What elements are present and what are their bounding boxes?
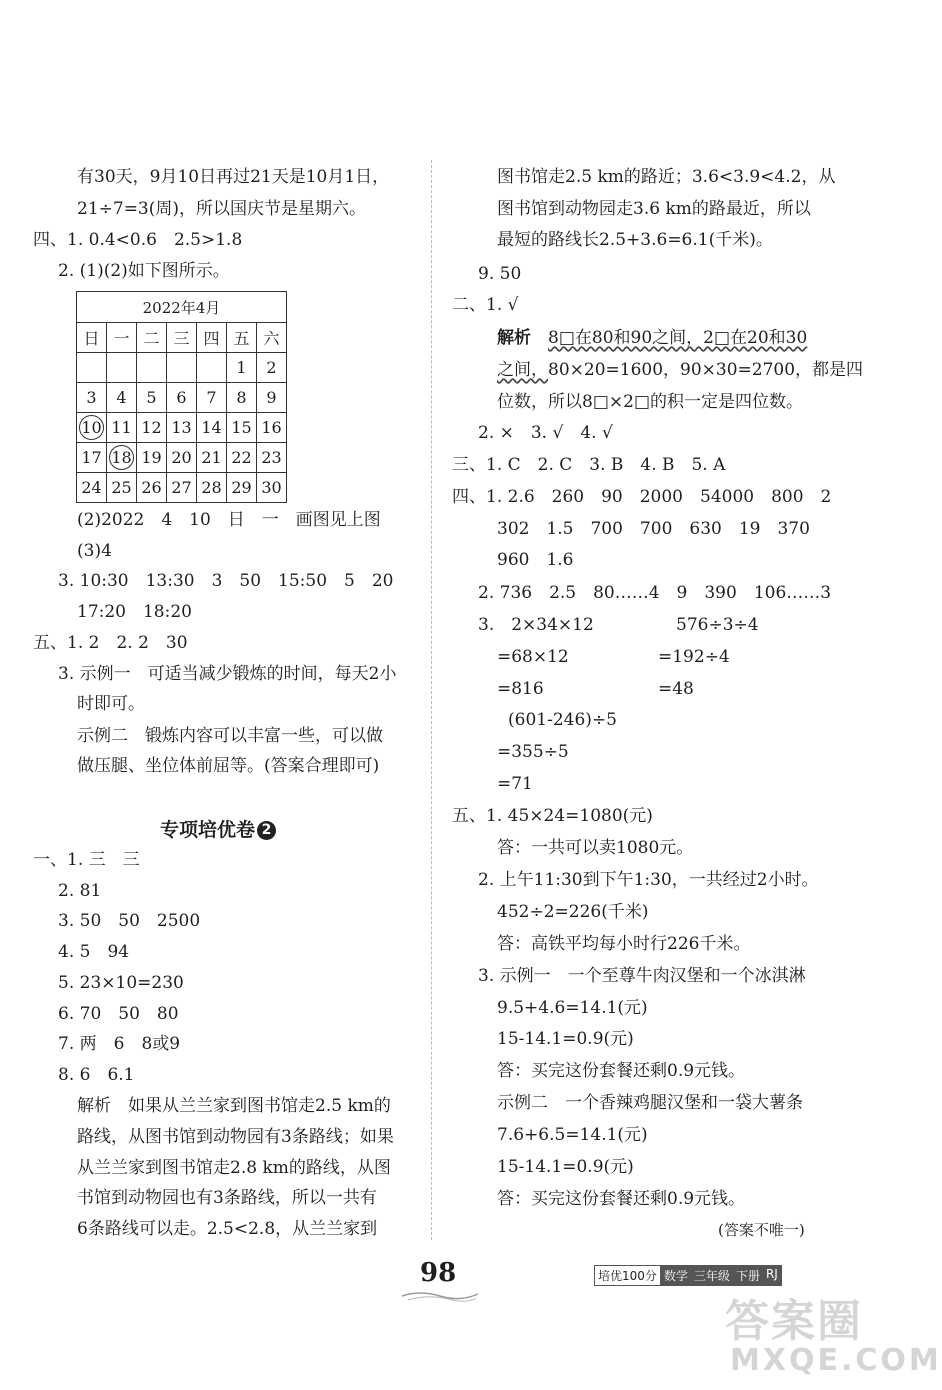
day-cell: 22 <box>227 443 257 473</box>
watermark-logo-text: 答案圈 <box>725 1296 863 1347</box>
day-cell: 8 <box>227 383 257 413</box>
weekday-cell: 二 <box>137 323 167 353</box>
day-cell: 6 <box>167 383 197 413</box>
weekday-cell: 四 <box>197 323 227 353</box>
text-line: 五、1. 45×24=1080(元) <box>452 806 653 826</box>
day-cell: 15 <box>227 413 257 443</box>
text-line: =816 <box>497 679 544 699</box>
text-line: 答：一共可以卖1080元。 <box>497 838 694 858</box>
weekday-cell: 一 <box>107 323 137 353</box>
book-edition: RJ <box>763 1266 781 1285</box>
section-number-badge: 2 <box>257 821 276 840</box>
text-line: 答：买完这份套餐还剩0.9元钱。 <box>497 1061 746 1081</box>
weekday-cell: 三 <box>167 323 197 353</box>
day-cell: 17 <box>77 443 107 473</box>
book-term: 下册 <box>733 1266 763 1285</box>
calendar-row <box>77 353 287 383</box>
day-cell: 27 <box>167 473 197 503</box>
text-line: 示例二 一个香辣鸡腿汉堡和一袋大薯条 <box>497 1093 803 1113</box>
text-line: 答：高铁平均每小时行226千米。 <box>497 934 751 954</box>
text-line: =192÷4 <box>658 647 730 667</box>
text-line: 3. 2×34×12 <box>478 615 594 635</box>
text-line: 答：买完这份套餐还剩0.9元钱。 <box>497 1189 746 1209</box>
text-line: 2. 736 2.5 80……4 9 390 106……3 <box>478 583 832 603</box>
watermark <box>720 1285 942 1385</box>
text-line: 2. 81 <box>58 881 102 901</box>
book-subject: 数学 <box>661 1266 691 1285</box>
day-cell <box>77 353 107 383</box>
text-line: 位数，所以8□×2□的积一定是四位数。 <box>497 392 803 412</box>
text-line: 576÷3÷4 <box>676 615 759 635</box>
day-cell: 13 <box>167 413 197 443</box>
page-number-swoosh-icon <box>400 1288 480 1302</box>
day-cell <box>167 353 197 383</box>
day-cell: 28 <box>197 473 227 503</box>
text-line: 4. 5 94 <box>58 942 130 962</box>
text-line: 二、1. √ <box>452 295 519 315</box>
weekday-cell: 五 <box>227 323 257 353</box>
calendar-table <box>76 291 287 503</box>
text-line: 3. 示例一 一个至尊牛肉汉堡和一个冰淇淋 <box>478 966 806 986</box>
book-brand: 培优100分 <box>595 1266 661 1285</box>
page-number: 98 <box>420 1258 457 1288</box>
text-line: 452÷2=226(千米) <box>497 902 649 922</box>
text-line: 6条路线可以走。2.5<2.8，从兰兰家到 <box>77 1219 378 1239</box>
day-cell: 20 <box>167 443 197 473</box>
text-line: 9. 50 <box>478 264 522 284</box>
analysis-text: 80×20=1600，90×30=2700，都是四 <box>548 360 864 380</box>
day-cell: 2 <box>257 353 287 383</box>
text-line: 17:20 18:20 <box>77 602 192 622</box>
text-line: 有30天，9月10日再过21天是10月1日， <box>77 167 390 187</box>
day-cell-circled <box>77 413 107 443</box>
text-line: 3. 示例一 可适当减少锻炼的时间，每天2小 <box>58 664 397 684</box>
analysis-text: 8□在80和90之间，2□在20和30 <box>548 328 808 348</box>
text-line: 时即可。 <box>77 694 145 714</box>
calendar-row <box>77 443 287 473</box>
day-cell: 9 <box>257 383 287 413</box>
calendar-weekday-row <box>77 323 287 353</box>
text-line: 15-14.1=0.9(元) <box>497 1157 634 1177</box>
text-line: 示例二 锻炼内容可以丰富一些，可以做 <box>77 726 383 746</box>
circled-day: 10 <box>79 415 104 440</box>
text-line: 9.5+4.6=14.1(元) <box>497 998 648 1018</box>
day-cell: 1 <box>227 353 257 383</box>
day-cell: 5 <box>137 383 167 413</box>
text-line: =48 <box>658 679 694 699</box>
text-line: 书馆到动物园也有3条路线，所以一共有 <box>77 1188 377 1208</box>
text-line: 图书馆走2.5 km的路近；3.6<3.9<4.2，从 <box>497 167 836 187</box>
circled-day: 18 <box>109 445 134 470</box>
text-line: (答案不唯一) <box>718 1221 805 1239</box>
section-title <box>160 815 276 842</box>
day-cell: 23 <box>257 443 287 473</box>
text-line: 3. 10:30 13:30 3 50 15:50 5 20 <box>58 571 394 591</box>
day-cell: 19 <box>137 443 167 473</box>
day-cell <box>137 353 167 383</box>
text-line: 四、1. 0.4<0.6 2.5>1.8 <box>33 230 243 250</box>
text-line: 做压腿、坐位体前屈等。(答案合理即可) <box>77 756 380 776</box>
text-line: 一、1. 三 三 <box>33 850 140 870</box>
day-cell: 29 <box>227 473 257 503</box>
text-line: 图书馆到动物园走3.6 km的路最近，所以 <box>497 199 811 219</box>
text-line: 7. 两 6 8或9 <box>58 1034 181 1054</box>
text-line: (601-246)÷5 <box>508 710 617 730</box>
text-line: =355÷5 <box>497 742 569 762</box>
text-line: 960 1.6 <box>497 550 574 570</box>
text-line: (3)4 <box>77 541 112 561</box>
day-cell-circled <box>107 443 137 473</box>
text-line <box>497 326 807 350</box>
text-line: =71 <box>497 774 533 794</box>
watermark-url: MXQE.COM <box>730 1343 942 1378</box>
text-line: 15-14.1=0.9(元) <box>497 1029 634 1049</box>
text-line: 从兰兰家到图书馆走2.8 km的路线，从图 <box>77 1158 391 1178</box>
calendar-row <box>77 383 287 413</box>
day-cell: 3 <box>77 383 107 413</box>
text-line: 四、1. 2.6 260 90 2000 54000 800 2 <box>452 487 832 507</box>
calendar-row <box>77 473 287 503</box>
day-cell: 14 <box>197 413 227 443</box>
book-grade: 三年级 <box>691 1266 733 1285</box>
day-cell: 12 <box>137 413 167 443</box>
calendar-row <box>77 413 287 443</box>
text-line: 2. (1)(2)如下图所示。 <box>58 261 230 281</box>
text-line: 302 1.5 700 700 630 19 370 <box>497 519 810 539</box>
day-cell: 24 <box>77 473 107 503</box>
day-cell: 7 <box>197 383 227 413</box>
text-line: 解析 如果从兰兰家到图书馆走2.5 km的 <box>77 1096 391 1116</box>
text-line: 3. 50 50 2500 <box>58 911 201 931</box>
day-cell: 11 <box>107 413 137 443</box>
text-line: 最短的路线长2.5+3.6=6.1(千米)。 <box>497 230 773 250</box>
text-line: 2. × 3. √ 4. √ <box>478 423 613 443</box>
day-cell: 30 <box>257 473 287 503</box>
text-line <box>497 358 863 382</box>
calendar-title: 2022年4月 <box>77 292 287 323</box>
text-line: 三、1. C 2. C 3. B 4. B 5. A <box>452 455 726 475</box>
day-cell <box>107 353 137 383</box>
weekday-cell: 日 <box>77 323 107 353</box>
day-cell: 21 <box>197 443 227 473</box>
text-line: 五、1. 2 2. 2 30 <box>33 633 188 653</box>
book-tag <box>594 1265 782 1286</box>
text-line: 路线，从图书馆到动物园有3条路线；如果 <box>77 1127 394 1147</box>
text-line: 8. 6 6.1 <box>58 1065 135 1085</box>
weekday-cell: 六 <box>257 323 287 353</box>
column-divider <box>431 160 432 1240</box>
text-line: 5. 23×10=230 <box>58 973 184 993</box>
text-line: (2)2022 4 10 日 一 画图见上图 <box>77 510 381 530</box>
day-cell: 25 <box>107 473 137 503</box>
day-cell: 26 <box>137 473 167 503</box>
day-cell: 4 <box>107 383 137 413</box>
day-cell <box>197 353 227 383</box>
day-cell: 16 <box>257 413 287 443</box>
text-line: 21÷7=3(周)，所以国庆节是星期六。 <box>77 199 367 219</box>
text-line: 2. 上午11:30到下午1:30，一共经过2小时。 <box>478 870 819 890</box>
text-line: =68×12 <box>497 647 569 667</box>
text-line: 6. 70 50 80 <box>58 1004 179 1024</box>
section-title-text: 专项培优卷 <box>160 819 256 841</box>
analysis-label: 解析 <box>497 328 548 348</box>
analysis-text: 之间， <box>497 360 548 380</box>
text-line: 7.6+6.5=14.1(元) <box>497 1125 648 1145</box>
